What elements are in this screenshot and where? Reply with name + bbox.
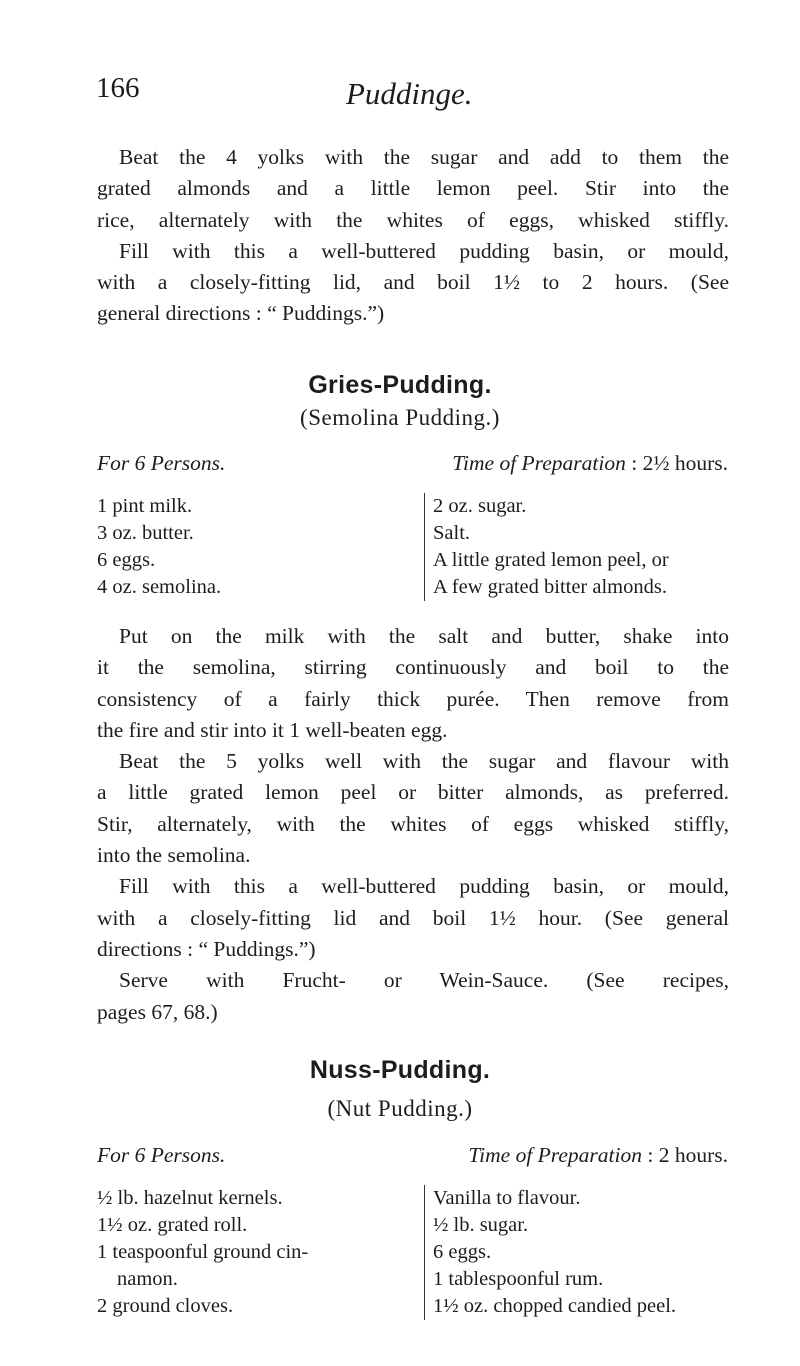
ingredients-left — [97, 493, 221, 601]
ingredient: 3 oz. butter. — [97, 522, 194, 544]
text-line: Stir, alternately, with the whites of eggs whisked stiffly, — [97, 811, 729, 836]
running-title: Puddinge. — [346, 76, 473, 111]
text-line: directions : “ Puddings.”) — [97, 936, 316, 961]
ingredients-left — [97, 1185, 308, 1320]
ingredient: A little grated lemon peel, or — [433, 549, 669, 571]
time-of-preparation — [468, 1143, 728, 1168]
ingredients-right — [424, 493, 669, 601]
text-line: pages 67, 68.) — [97, 999, 218, 1024]
text-line: grated almonds and a little lemon peel. Stir into the — [97, 176, 729, 201]
ingredient: 1½ oz. grated roll. — [97, 1214, 248, 1236]
time-value: : 2½ hours. — [631, 451, 728, 475]
text-line: Fill with this a well-buttered pudding basin, or mould, — [119, 874, 729, 899]
time-value: : 2 hours. — [647, 1143, 728, 1167]
text-line: general directions : “ Puddings.”) — [97, 301, 385, 326]
ingredient: 1 pint milk. — [97, 495, 193, 517]
ingredient: 1 teaspoonful ground cin- — [97, 1241, 309, 1263]
text-line: Serve with Frucht- or Wein-Sauce. (See recipes, — [119, 968, 729, 993]
recipe-title: Nuss-Pudding. — [309, 1056, 491, 1084]
time-label: Time of Preparation — [468, 1143, 642, 1167]
page-number: 166 — [96, 72, 140, 104]
recipe-subtitle: (Semolina Pudding.) — [300, 405, 500, 430]
text-line: Fill with this a well-buttered pudding basin, or mould, — [119, 238, 729, 263]
ingredient: ½ lb. sugar. — [433, 1214, 529, 1236]
text-line: the fire and stir into it 1 well-beaten egg. — [97, 717, 448, 742]
recipe-title: Gries-Pudding. — [308, 371, 492, 399]
intro-paragraph — [97, 142, 729, 330]
ingredient: 2 ground cloves. — [97, 1295, 234, 1317]
ingredient: A few grated bitter almonds. — [433, 576, 667, 598]
for-persons: For 6 Persons. — [97, 1143, 226, 1167]
text-line: Put on the milk with the salt and butter, shake into — [119, 624, 729, 648]
text-line: with a closely-fitting lid, and boil 1½ to 2 hours. (See — [97, 270, 729, 295]
text-line: Beat the 5 yolks well with the sugar and flavour with — [119, 749, 729, 774]
for-persons: For 6 Persons. — [97, 451, 226, 475]
ingredients-right — [424, 1185, 676, 1320]
running-head — [96, 72, 736, 122]
ingredient: 4 oz. semolina. — [97, 576, 222, 598]
ingredient: 1½ oz. chopped candied peel. — [433, 1295, 677, 1317]
text-line: with a closely-fitting lid and boil 1½ hour. (See general — [97, 905, 729, 930]
text-line: Beat the 4 yolks with the sugar and add to them the — [119, 145, 729, 169]
time-label: Time of Preparation — [452, 451, 626, 475]
ingredient: Salt. — [433, 522, 471, 544]
text-line: consistency of a fairly thick purée. Then remove from — [97, 686, 729, 711]
time-of-preparation — [452, 451, 728, 476]
ingredient: Vanilla to flavour. — [433, 1187, 581, 1209]
ingredient: 6 eggs. — [97, 549, 156, 571]
method-paragraph — [97, 621, 729, 1028]
ingredient: namon. — [117, 1268, 178, 1290]
ingredient: ½ lb. hazelnut kernels. — [97, 1187, 283, 1209]
text-line: rice, alternately with the whites of eggs, whisked stiffly. — [97, 207, 729, 232]
ingredient: 2 oz. sugar. — [433, 495, 527, 517]
recipe-subtitle: (Nut Pudding.) — [327, 1096, 473, 1121]
text-line: into the semolina. — [97, 843, 251, 868]
text-line: it the semolina, stirring continuously and boil to the — [97, 655, 729, 680]
ingredient: 6 eggs. — [433, 1241, 492, 1263]
ingredient: 1 tablespoonful rum. — [433, 1268, 604, 1290]
text-line: a little grated lemon peel or bitter almonds, as preferred. — [97, 780, 729, 805]
